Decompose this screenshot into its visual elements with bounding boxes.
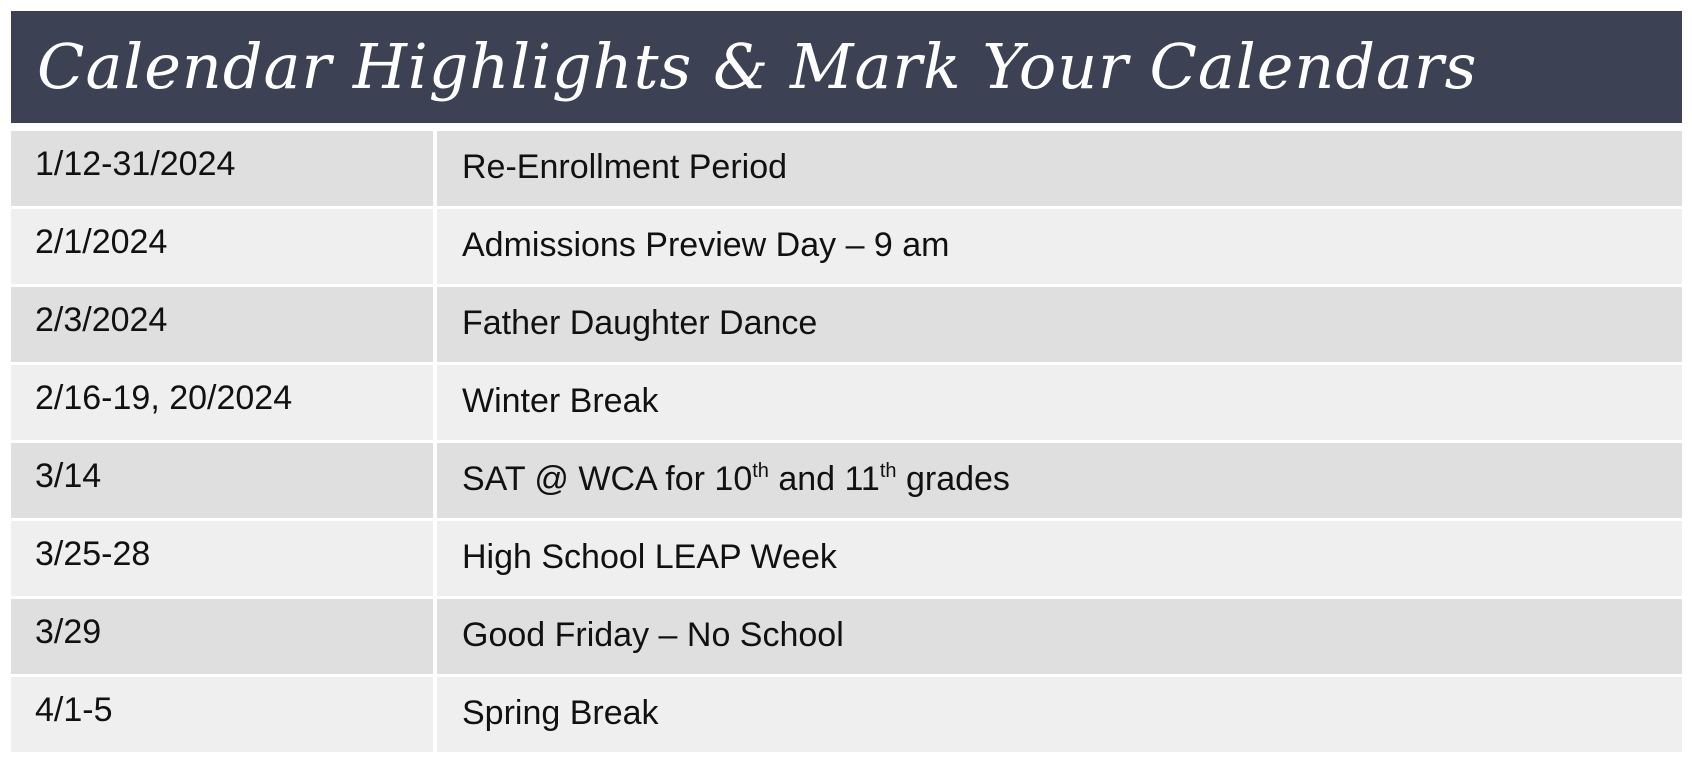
date-cell: 3/14 [11, 443, 433, 518]
event-cell: Spring Break [437, 677, 1682, 752]
event-cell: Father Daughter Dance [437, 287, 1682, 362]
table-row [11, 131, 1682, 206]
table-row [11, 677, 1682, 752]
event-cell: Re-Enrollment Period [437, 131, 1682, 206]
page-title: Calendar Highlights & Mark Your Calendars [37, 30, 1478, 103]
event-cell: Winter Break [437, 365, 1682, 440]
title-banner [11, 11, 1682, 123]
date-cell: 3/29 [11, 599, 433, 674]
table-row [11, 365, 1682, 440]
ordinal-suffix: th [752, 460, 769, 482]
event-cell: Admissions Preview Day – 9 am [437, 209, 1682, 284]
event-cell [437, 443, 1682, 518]
table-row [11, 443, 1682, 518]
date-cell: 4/1-5 [11, 677, 433, 752]
ordinal-suffix: th [879, 460, 897, 482]
event-text: and 11 [768, 460, 880, 498]
event-text: SAT @ WCA for 10 [462, 460, 753, 498]
date-cell: 2/3/2024 [11, 287, 433, 362]
calendar-table [11, 131, 1682, 752]
event-cell: High School LEAP Week [437, 521, 1682, 596]
date-cell: 1/12-31/2024 [11, 131, 433, 206]
date-cell: 2/16-19, 20/2024 [11, 365, 433, 440]
date-cell: 3/25-28 [11, 521, 433, 596]
table-row [11, 521, 1682, 596]
table-row [11, 287, 1682, 362]
event-cell: Good Friday – No School [437, 599, 1682, 674]
event-text: grades [896, 460, 1010, 498]
table-row [11, 599, 1682, 674]
date-cell: 2/1/2024 [11, 209, 433, 284]
table-row [11, 209, 1682, 284]
